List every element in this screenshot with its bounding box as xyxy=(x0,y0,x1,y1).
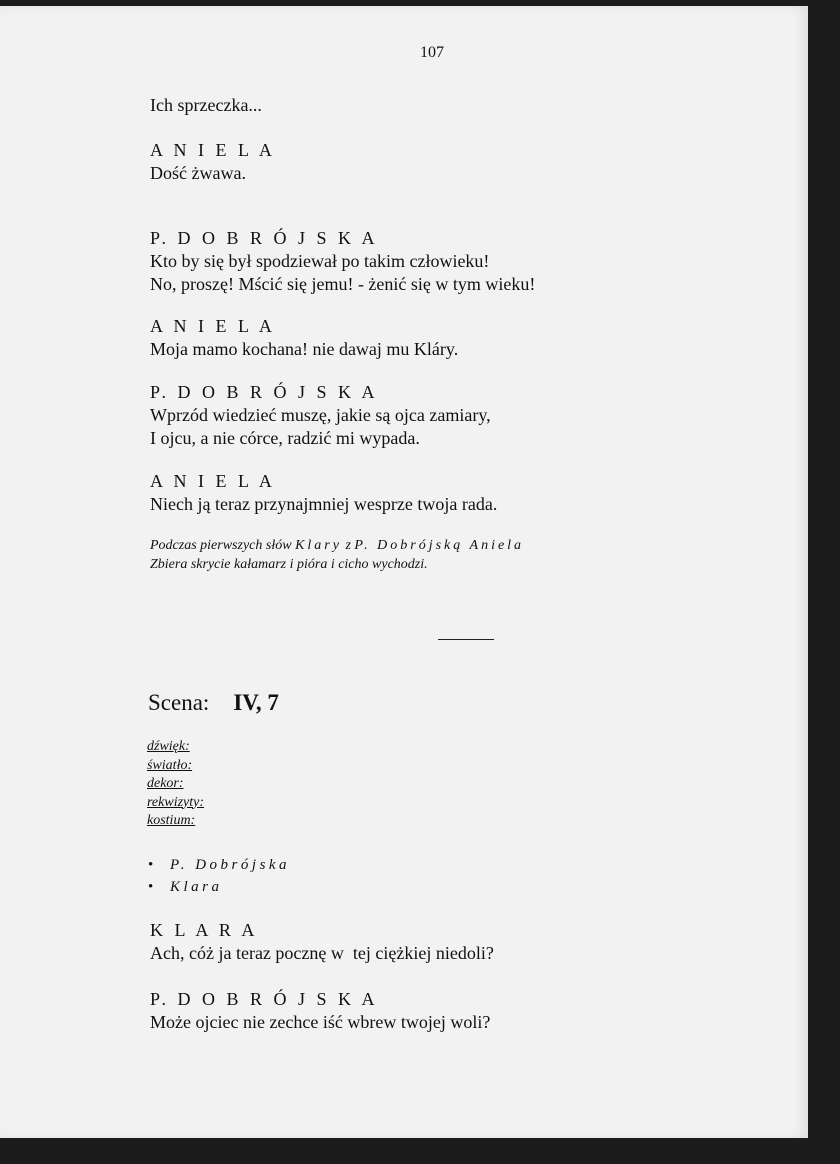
section-divider xyxy=(438,639,494,640)
speaker-name: A N I E L A xyxy=(150,471,276,491)
character-name: Klary xyxy=(295,538,342,553)
dialogue-block xyxy=(150,139,275,185)
dialogue-line: Niech ją teraz przynajmniej wesprze twoja rada. xyxy=(150,494,498,514)
dialogue-line: Ich sprzeczka... xyxy=(150,95,262,115)
dialogue-block xyxy=(150,315,458,361)
stage-direction-line xyxy=(150,536,524,555)
stage-direction-line: Zbiera skrycie kałamarz i pióra i cicho wychodzi. xyxy=(150,557,428,572)
dialogue-line: Moja mamo kochana! nie dawaj mu Kláry. xyxy=(150,339,459,359)
speaker-name: K L A R A xyxy=(150,920,258,940)
dialogue-block xyxy=(150,919,494,965)
document-page xyxy=(0,6,808,1138)
note-field-sound: dźwięk: xyxy=(147,739,190,754)
dialogue-line: Może ojciec nie zechce iść wbrew twojej woli? xyxy=(150,1012,491,1032)
note-field-costume: kostium: xyxy=(147,813,196,828)
note-field-set: dekor: xyxy=(147,776,184,791)
cast-item: • Klara xyxy=(148,876,290,898)
dialogue-block xyxy=(150,988,490,1034)
dialogue-line: Kto by się był spodziewał po takim człowieku! xyxy=(150,251,490,271)
dialogue-block xyxy=(150,381,491,450)
page-number: 107 xyxy=(420,44,444,61)
cast-item: • P. Dobrójska xyxy=(148,854,290,876)
speaker-name: P. D O B R Ó J S K A xyxy=(150,989,379,1009)
scene-label: Scena: xyxy=(148,690,210,715)
production-notes xyxy=(147,738,204,831)
speaker-name: P. D O B R Ó J S K A xyxy=(150,228,379,248)
speaker-name: A N I E L A xyxy=(150,140,276,160)
speaker-name: P. D O B R Ó J S K A xyxy=(150,382,379,402)
dialogue-block xyxy=(150,470,497,516)
dialogue-line: No, proszę! Mścić się jemu! - żenić się w tym wieku! xyxy=(150,274,536,294)
dialogue-line: I ojcu, a nie córce, radzić mi wypada. xyxy=(150,428,420,448)
stage-direction-text: z xyxy=(345,538,351,553)
scene-heading xyxy=(148,690,279,716)
note-field-light: światło: xyxy=(147,757,193,773)
dialogue-block xyxy=(150,227,535,296)
opening-line xyxy=(150,94,262,117)
cast-list xyxy=(148,854,290,898)
dialogue-line: Dość żwawa. xyxy=(150,163,246,183)
stage-direction-text: Podczas pierwszych słów xyxy=(150,538,292,553)
speaker-name: A N I E L A xyxy=(150,316,276,336)
stage-direction xyxy=(150,536,524,574)
scene-number: IV, 7 xyxy=(233,690,279,715)
dialogue-line: Wprzód wiedzieć muszę, jakie są ojca zamiary, xyxy=(150,405,491,425)
note-field-props: rekwizyty: xyxy=(147,794,205,810)
character-name: P. Dobrójską Aniela xyxy=(354,538,525,553)
dialogue-line: Ach, cóż ja teraz pocznę w tej ciężkiej niedoli? xyxy=(150,943,494,963)
